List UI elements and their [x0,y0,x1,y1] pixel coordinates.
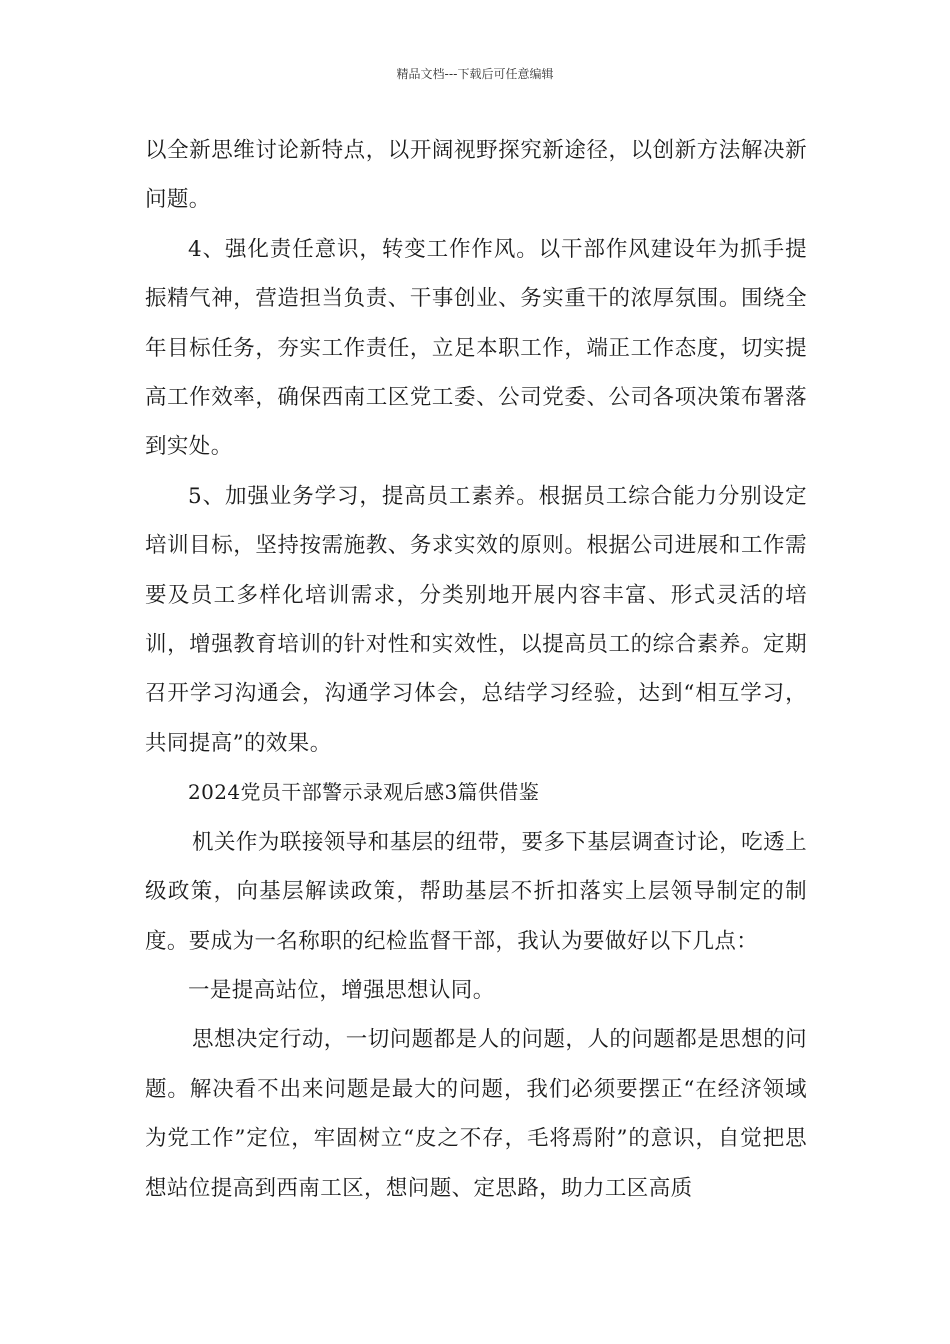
paragraph-item-5: 5、加强业务学习，提高员工素养。根据员工综合能力分别设定培训目标，坚持按需施教、务求实效的原则。根据公司进展和工作需要及员工多样化培训需求，分类别地开展内容丰富、形式灵活的培训，增强教育培训的针对性和实效性，以提高员工的综合素养。定期召开学习沟通会，沟通学习体会，总结学习经验，达到“相互学习，共同提高”的效果。 [145,483,807,756]
paragraph-item-4: 4、强化责任意识，转变工作作风。以干部作风建设年为抓手提振精气神，营造担当负责、干事创业、务实重干的浓厚氛围。围绕全年目标任务，夯实工作责任，立足本职工作，端正工作态度，切实提高工作效率，确保西南工区党工委、公司党委、公司各项决策布署落到实处。 [145,236,807,460]
document-body [145,126,807,1213]
page-header: 精品文档---下载后可任意编辑 [396,67,554,81]
paragraph-point-1-body: 思想决定行动，一切问题都是人的问题，人的问题都是思想的问题。解决看不出来问题是最大的问题，我们必须要摆正“在经济领域为党工作”定位，牢固树立“皮之不存，毛将焉附”的意识，自觉把思想站位提高到西南工区，想问题、定思路，助力工区高质 [145,1027,807,1201]
section-heading: 2024党员干部警示录观后感3篇供借鉴 [188,780,540,805]
paragraph-intro: 机关作为联接领导和基层的纽带，要多下基层调查讨论，吃透上级政策，向基层解读政策，帮助基层不折扣落实上层领导制定的制度。要成为一名称职的纪检监督干部，我认为要做好以下几点： [145,829,807,954]
paragraph-continuation: 以全新思维讨论新特点，以开阔视野探究新途径，以创新方法解决新问题。 [145,138,807,213]
paragraph-point-1-title: 一是提高站位，增强思想认同。 [188,977,495,1003]
